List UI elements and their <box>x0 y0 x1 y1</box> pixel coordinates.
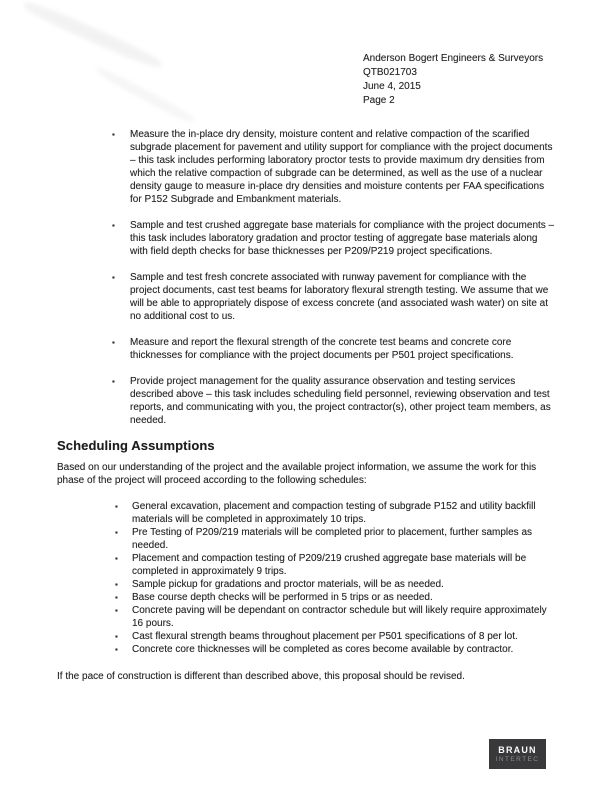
bullet-icon: ▪ <box>112 221 115 230</box>
list-item <box>57 271 557 323</box>
schedule-bullet-text: Concrete core thicknesses will be completed as cores become available by contractor. <box>132 644 514 655</box>
list-item <box>57 500 557 526</box>
schedule-bullet-text: General excavation, placement and compaction testing of subgrade P152 and utility backfill materials will be completed in approximately 10 trips. <box>132 501 536 525</box>
logo-text-intertec: INTERTEC <box>495 755 540 763</box>
header-date: June 4, 2015 <box>363 81 421 92</box>
list-item <box>57 630 557 643</box>
scan-smudge <box>22 0 165 72</box>
list-item <box>57 591 557 604</box>
task-bullet-text: Measure the in-place dry density, moisture content and relative compaction of the scarified subgrade placement for pavement and utility support for compliance with the project documents – this task includes performing laboratory proctor tests to provide maximum dry densities from which the relative compaction of subgrade can be determined, as well as the use of a nuclear density gauge to measure in-place dry densities and moisture contents per FAA specifications for P152 Subgrade and Embankment materials. <box>130 129 553 205</box>
document-header <box>363 52 593 108</box>
task-bullet-list <box>57 128 557 427</box>
list-item <box>57 604 557 630</box>
schedule-bullet-text: Concrete paving will be dependant on contractor schedule but will likely require approximately 16 pours. <box>132 605 547 629</box>
schedule-bullet-text: Pre Testing of P209/219 materials will be completed prior to placement, further samples as needed. <box>132 527 533 551</box>
bullet-icon: ▪ <box>112 338 115 347</box>
schedule-bullet-text: Sample pickup for gradations and proctor materials, will be as needed. <box>132 579 444 590</box>
header-company: Anderson Bogert Engineers & Surveyors <box>363 53 544 64</box>
task-bullet-text: Sample and test crushed aggregate base materials for compliance with the project documents – this task includes laboratory gradation and proctor testing of aggregate base materials along with field depth checks for base thicknesses per P209/P219 project specifications. <box>130 220 555 257</box>
bullet-icon: ▪ <box>115 528 118 537</box>
bullet-icon: ▪ <box>115 580 118 589</box>
list-item <box>57 526 557 552</box>
schedule-bullet-text: Base course depth checks will be performed in 5 trips or as needed. <box>132 592 433 603</box>
schedule-bullet-text: Cast flexural strength beams throughout placement per P501 specifications of 8 per lot. <box>132 631 518 642</box>
bullet-icon: ▪ <box>115 554 118 563</box>
bullet-icon: ▪ <box>112 377 115 386</box>
schedule-bullet-list <box>57 500 557 656</box>
bullet-icon: ▪ <box>112 130 115 139</box>
scan-smudge <box>94 65 196 125</box>
list-item <box>57 643 557 656</box>
intro-paragraph: Based on our understanding of the project and the available project information, we assume the work for this phase of the project will proceed according to the following schedules: <box>57 462 537 486</box>
task-bullet-text: Provide project management for the quality assurance observation and testing services described above – this task includes scheduling field personnel, reviewing observation and test reports, and communicating with you, the project contractor(s), other project team members, as needed. <box>130 376 551 426</box>
list-item <box>57 552 557 578</box>
closing-paragraph: If the pace of construction is different than described above, this proposal should be revised. <box>57 671 465 682</box>
header-reference-number: QTB021703 <box>363 67 417 78</box>
list-item <box>57 336 557 362</box>
bullet-icon: ▪ <box>115 606 118 615</box>
bullet-icon: ▪ <box>115 632 118 641</box>
bullet-icon: ▪ <box>115 502 118 511</box>
list-item <box>57 375 557 427</box>
task-bullet-text: Sample and test fresh concrete associated with runway pavement for compliance with the project documents, cast test beams for laboratory flexural strength testing. We assume that we will be able to appropriately dispose of excess concrete (and associated wash water) on site at no additional cost to us. <box>130 272 549 322</box>
task-bullet-text: Measure and report the flexural strength of the concrete test beams and concrete core thicknesses for compliance with the project documents per P501 project specifications. <box>130 337 514 361</box>
list-item <box>57 219 557 258</box>
list-item <box>57 128 557 206</box>
bullet-icon: ▪ <box>115 593 118 602</box>
section-heading: Scheduling Assumptions <box>57 438 215 453</box>
braun-intertec-logo <box>489 739 546 769</box>
list-item <box>57 578 557 591</box>
header-page-number: Page 2 <box>363 95 395 106</box>
logo-text-braun: BRAUN <box>498 744 537 755</box>
document-body <box>57 128 557 683</box>
bullet-icon: ▪ <box>115 645 118 654</box>
bullet-icon: ▪ <box>112 273 115 282</box>
schedule-bullet-text: Placement and compaction testing of P209/219 crushed aggregate base materials will be completed in approximately 9 trips. <box>132 553 527 577</box>
